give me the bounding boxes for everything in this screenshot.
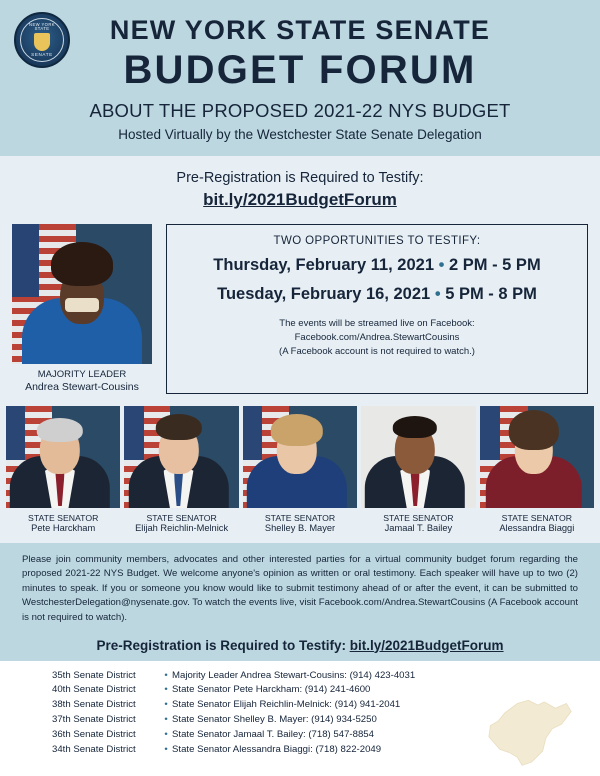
contact-person: State Senator Pete Harckham: (914) 241-4600	[172, 684, 371, 696]
streaming-note-line3: (A Facebook account is not required to watch.)	[279, 345, 475, 357]
senator-name: Pete Harckham	[31, 523, 96, 534]
senator-name: Shelley B. Mayer	[264, 523, 336, 534]
majority-leader-name: Andrea Stewart-Cousins	[25, 381, 139, 394]
senator-photo	[6, 406, 120, 508]
event-1-time: 2 PM - 5 PM	[449, 256, 541, 275]
page-title-line2: BUDGET FORUM	[123, 47, 477, 92]
majority-leader-block	[12, 224, 152, 394]
senator-role: STATE SENATOR	[264, 513, 336, 524]
page-subtitle-1: ABOUT THE PROPOSED 2021-22 NYS BUDGET	[89, 100, 511, 122]
new-york-state-senate-seal-icon	[14, 12, 70, 68]
event-2-date: Tuesday, February 16, 2021	[217, 285, 431, 304]
prereg-top-band	[0, 156, 600, 220]
senator-name: Alessandra Biaggi	[499, 523, 575, 534]
bullet-icon: •	[164, 714, 168, 726]
contact-person: State Senator Jamaal T. Bailey: (718) 547-8854	[172, 728, 374, 740]
prereg-top-link[interactable]: bit.ly/2021BudgetForum	[203, 190, 397, 210]
opportunities-box	[166, 224, 588, 394]
seal-top-text: NEW YORK STATE	[29, 21, 55, 31]
senator-card	[243, 406, 357, 534]
header	[0, 0, 600, 156]
contact-district: 37th Senate District	[52, 714, 136, 726]
bullet-icon: •	[164, 728, 168, 740]
senator-role: STATE SENATOR	[28, 513, 99, 524]
bullet-icon: •	[164, 699, 168, 711]
contact-row	[0, 669, 600, 684]
contact-person: Majority Leader Andrea Stewart-Cousins: (914) 423-4031	[172, 669, 416, 681]
senator-card	[480, 406, 594, 534]
contact-person: State Senator Elijah Reichlin-Melnick: (914) 941-2041	[172, 699, 401, 711]
event-2	[175, 285, 579, 305]
senator-card	[6, 406, 120, 534]
contact-person: State Senator Shelley B. Mayer: (914) 934-5250	[172, 714, 377, 726]
mid-section	[0, 220, 600, 404]
majority-leader-role: MAJORITY LEADER	[37, 369, 127, 381]
page-subtitle-2: Hosted Virtually by the Westchester State Senate Delegation	[118, 127, 482, 143]
bullet-icon: •	[164, 743, 168, 755]
event-1-separator: •	[438, 256, 445, 275]
senator-photo	[243, 406, 357, 508]
bullet-icon: •	[164, 684, 168, 696]
senator-photo	[361, 406, 475, 508]
description-paragraph: Please join community members, advocates and other interested parties for a virtual community budget forum regarding the proposed 2021-22 NYS Budget. We welcome anyone's opinion as written or oral testimony. Each speaker will have up to two (2) minutes to speak. If you or someone you know would like to submit testimony ahead of or after the event, it can be submitted to WestchesterDelegation@nysenate.gov. To watch the events live, visit Facebook.com/Andrea.StewartCousins (A Facebook account is not required to watch).	[0, 543, 600, 634]
senator-photo	[124, 406, 238, 508]
majority-leader-photo	[12, 224, 152, 364]
contacts-section	[0, 661, 600, 776]
event-1	[175, 256, 579, 276]
contact-district: 35th Senate District	[52, 669, 136, 681]
seal-shield-icon	[34, 33, 50, 51]
senator-card	[124, 406, 238, 534]
senator-photo	[480, 406, 594, 508]
prereg-bottom-link[interactable]: bit.ly/2021BudgetForum	[349, 637, 504, 653]
page-title-line1: NEW YORK STATE SENATE	[109, 15, 491, 45]
new-york-state-map-icon	[482, 694, 578, 770]
contact-district: 36th Senate District	[52, 728, 136, 740]
senator-name: Jamaal T. Bailey	[384, 523, 453, 534]
contact-person: State Senator Alessandra Biaggi: (718) 822-2049	[172, 743, 382, 755]
contact-district: 40th Senate District	[52, 684, 136, 696]
senator-role: STATE SENATOR	[146, 513, 217, 524]
streaming-note-line1: The events will be streamed live on Facebook:	[279, 318, 475, 330]
prereg-bottom-text: Pre-Registration is Required to Testify:	[96, 637, 350, 653]
streaming-note-line2: Facebook.com/Andrea.StewartCousins	[294, 331, 460, 343]
seal-bottom-text: SENATE	[31, 51, 53, 57]
senator-name: Elijah Reichlin-Melnick	[135, 523, 229, 534]
prereg-top-text: Pre-Registration is Required to Testify:	[176, 170, 424, 187]
senator-card	[361, 406, 475, 534]
opportunities-heading: TWO OPPORTUNITIES TO TESTIFY:	[273, 235, 481, 248]
senators-row	[0, 404, 600, 542]
event-1-date: Thursday, February 11, 2021	[213, 256, 435, 275]
senator-role: STATE SENATOR	[501, 513, 572, 524]
streaming-note	[175, 317, 579, 358]
event-2-time: 5 PM - 8 PM	[445, 285, 537, 304]
senator-role: STATE SENATOR	[383, 513, 454, 524]
contact-district: 38th Senate District	[52, 699, 136, 711]
bullet-icon: •	[164, 669, 168, 681]
event-2-separator: •	[434, 285, 441, 304]
prereg-bottom-band	[0, 634, 600, 661]
contact-district: 34th Senate District	[52, 743, 136, 755]
